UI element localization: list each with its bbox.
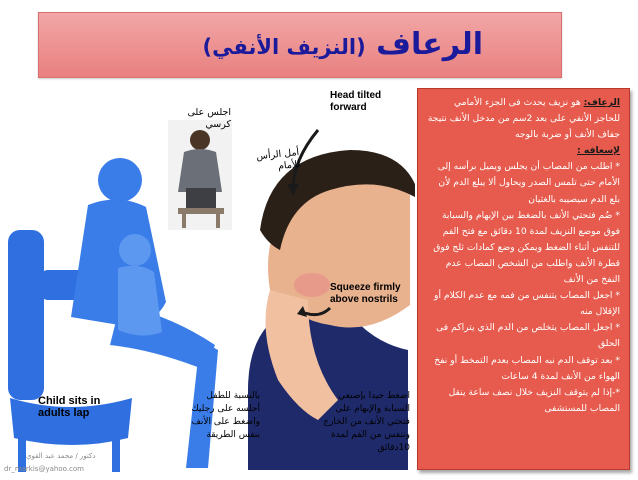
- panel-text: [426, 95, 620, 417]
- head-tilted-label: Head tilted forward: [330, 90, 382, 113]
- press-instructions-label: اضغط جيدا بإصبعي السبابة والإبهام على فتحتي الأنف من الخارج وتنفس من الفم لمدة 10دقائق: [323, 391, 410, 453]
- child-in-lap-label: Child sits in adults lap: [38, 395, 101, 419]
- info-panel: [417, 88, 630, 470]
- step-item: *-إذا لم يتوقف النزيف خلال نصف ساعة ينقل المصاب للمستشفى: [448, 386, 620, 414]
- author-email: dr_markis@yahoo.com: [4, 465, 84, 473]
- step-item: * اطلب من المصاب أن يجلس ويميل برأسه إلى الأمام حتى تلمس الصدر ويحاول ألا يبلع الدم لأن بلع الدم سيصيبه بالغثيان: [437, 161, 620, 205]
- step-item: * اجعل المصاب يتخلص من الدم الذي يتراكم فى الحلق: [436, 322, 620, 350]
- tilt-head-arabic-label: أمل الرأس للأمام: [255, 146, 301, 173]
- title-banner: [38, 12, 562, 78]
- child-instructions-label: بالنسبة للطفل أجلسه على رجليك واضغط على الأنف بنفس الطريقة: [191, 391, 260, 440]
- squeeze-label: Squeeze firmly above nostrils: [330, 282, 401, 305]
- man-on-chair-photo: [168, 120, 232, 230]
- definition-text: هو نزيف يحدث فى الجزء الأمامي للحاجز الأنفي على بعد 2سم من مدخل الأنف نتيجة جفاف الأنف أو ضربة بالوجه: [427, 97, 620, 141]
- step-item: * بعد توقف الدم نبه المصاب بعدم التمخط أو نفخ الهواء من الأنف لمدة 4 ساعات: [434, 354, 620, 382]
- sit-on-chair-label: اجلس على كرسي: [187, 107, 231, 130]
- title-main: الرعاف: [376, 27, 483, 62]
- definition-heading: الرعاف:: [583, 97, 620, 108]
- author-credit: دكتور / محمد عبد القوي: [26, 452, 96, 460]
- child-figure-silhouette: [118, 234, 162, 336]
- first-aid-heading: لإسعافه :: [577, 145, 620, 157]
- page-title: [203, 27, 483, 62]
- definition-paragraph: [426, 95, 620, 143]
- step-item: * اجعل المصاب يتنفس من فمه مع عدم الكلام أو الإقلال منه: [434, 290, 620, 318]
- step-item: * ضُم فتحتي الأنف بالضغط بين الإبهام والسبابة فوق موضع النزيف لمدة 10 دقائق مع فتح الفم للتنفس أثناء الضغط ويمكن وضع كمادات ثلج فوق قطرة الأنف واطلب من الشخص المصاب عدم النفخ من الأنف: [433, 209, 620, 286]
- title-subtitle: (النزيف الأنفي): [202, 35, 366, 59]
